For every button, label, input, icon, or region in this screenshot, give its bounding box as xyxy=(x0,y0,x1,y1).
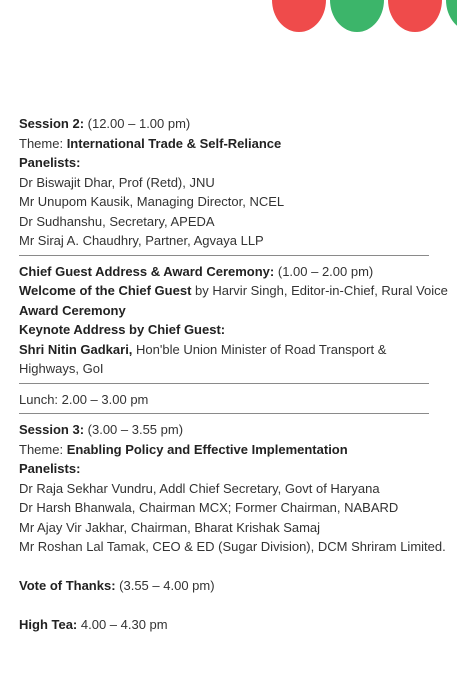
tea-time: 4.00 – 4.30 pm xyxy=(77,617,168,632)
session-3-header xyxy=(19,420,451,440)
session-2-panelists-label: Panelists: xyxy=(19,155,81,170)
session-2-heading: Session 2: xyxy=(19,116,85,131)
session-2-theme xyxy=(19,134,451,154)
chief-guest xyxy=(19,340,404,379)
award-ceremony: Award Ceremony xyxy=(19,302,126,318)
divider xyxy=(19,383,429,384)
green-edge-semicircle xyxy=(446,0,457,32)
tea-label: High Tea: xyxy=(19,617,78,632)
session-3-panelists-label: Panelists: xyxy=(19,461,81,476)
keynote-heading: Keynote Address by Chief Guest: xyxy=(19,322,226,337)
session-3-theme xyxy=(19,440,451,460)
session-3-panelist: Dr Harsh Bhanwala, Chairman MCX; Former Chairman, NABARD xyxy=(19,500,399,515)
session-3-panelist: Mr Roshan Lal Tamak, CEO & ED (Sugar Division), DCM Shriram Limited. xyxy=(19,539,446,554)
vote-of-thanks xyxy=(19,576,451,596)
session-3-theme-value: Enabling Policy and Effective Implementation xyxy=(66,441,348,457)
session-2-theme-value: International Trade & Self-Reliance xyxy=(66,135,282,151)
spacer xyxy=(19,596,451,616)
divider xyxy=(19,413,429,414)
lunch-line: Lunch: 2.00 – 3.00 pm xyxy=(19,391,149,407)
session-2-panelist: Dr Biswajit Dhar, Prof (Retd), JNU xyxy=(19,174,215,190)
session-2-header xyxy=(19,114,451,134)
session-2-panelist: Mr Unupom Kausik, Managing Director, NCEL xyxy=(19,194,285,209)
session-3-panelist: Dr Raja Sekhar Vundru, Addl Chief Secretary, Govt of Haryana xyxy=(19,480,380,496)
red-semicircle-left xyxy=(272,0,326,32)
green-semicircle xyxy=(330,0,384,32)
welcome-by: by Harvir Singh, Editor-in-Chief, Rural Voice xyxy=(191,283,448,298)
session-2-panelist: Dr Sudhanshu, Secretary, APEDA xyxy=(19,213,215,229)
chief-guest-name: Shri Nitin Gadkari, xyxy=(19,341,133,357)
vote-time: (3.55 – 4.00 pm) xyxy=(115,578,215,593)
divider xyxy=(19,255,429,256)
red-semicircle-right xyxy=(388,0,442,32)
welcome-label: Welcome of the Chief Guest xyxy=(19,283,192,298)
session-3-panelist: Mr Ajay Vir Jakhar, Chairman, Bharat Krishak Samaj xyxy=(19,519,321,535)
chief-guest-title: Hon'ble Union Minister of Road Transport & Highways, GoI xyxy=(19,341,387,376)
agenda-document xyxy=(19,114,451,635)
session-2-panelist: Mr Siraj A. Chaudhry, Partner, Agvaya LLP xyxy=(19,233,264,248)
session-3-time: (3.00 – 3.55 pm) xyxy=(84,422,184,437)
high-tea xyxy=(19,615,451,635)
session-3-heading: Session 3: xyxy=(19,422,85,437)
session-2-time: (12.00 – 1.00 pm) xyxy=(84,116,191,131)
session-2-theme-label: Theme: xyxy=(19,135,67,151)
decorative-semicircles xyxy=(0,0,457,40)
vote-label: Vote of Thanks: xyxy=(19,578,116,593)
spacer xyxy=(19,557,451,577)
ceremony-time: (1.00 – 2.00 pm) xyxy=(274,263,374,279)
ceremony-heading: Chief Guest Address & Award Ceremony: xyxy=(19,263,275,279)
session-3-theme-label: Theme: xyxy=(19,441,67,457)
ceremony-header xyxy=(19,262,451,282)
welcome-line xyxy=(19,281,451,301)
